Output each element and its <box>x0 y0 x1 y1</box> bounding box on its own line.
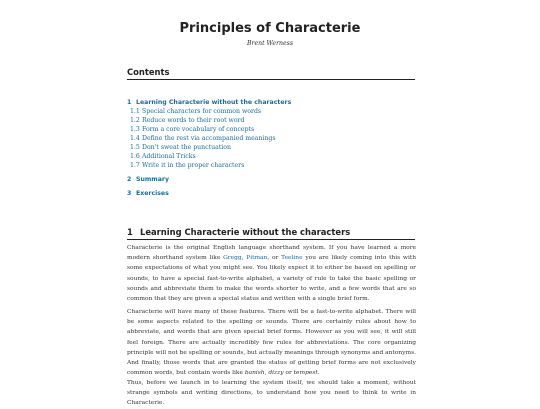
emphasis: will <box>164 309 176 315</box>
toc-link[interactable]: Reduce words to their root word <box>142 117 245 124</box>
toc-link[interactable]: Form a core vocabulary of concepts <box>142 126 255 133</box>
toc-link[interactable]: Define the rest via accompanied meanings <box>142 135 276 142</box>
table-of-contents <box>127 98 417 198</box>
toc-subsection-number: 1.3 <box>130 126 140 133</box>
toc-section-3[interactable] <box>127 189 417 198</box>
toc-section-2[interactable] <box>127 175 417 184</box>
toc-subsection-1-6[interactable] <box>127 152 417 161</box>
paragraph-text: , <box>241 255 247 262</box>
toc-link[interactable]: Exercises <box>136 190 169 197</box>
toc-link[interactable]: Summary <box>136 176 170 183</box>
paragraph-text: , <box>264 370 269 377</box>
emphasis: dizzy <box>268 370 284 377</box>
toc-subsection-1-7[interactable] <box>127 161 417 170</box>
toc-section-number: 3 <box>127 190 132 197</box>
gregg-link[interactable]: Gregg <box>223 255 242 262</box>
toc-section-number: 1 <box>127 99 132 106</box>
toc-link[interactable]: Special characters for common words <box>142 108 262 115</box>
toc-section-1[interactable] <box>127 98 417 107</box>
pitman-link[interactable]: Pitman <box>246 255 268 262</box>
toc-subsection-1-4[interactable] <box>127 134 417 143</box>
toc-subsection-number: 1.2 <box>130 117 140 124</box>
toc-link[interactable]: Additional Tricks <box>142 153 196 160</box>
emphasis: banish <box>244 370 265 377</box>
toc-section-number: 2 <box>127 176 132 183</box>
section-title: Learning Characterie without the characters <box>140 227 351 237</box>
toc-subsection-1-5[interactable] <box>127 143 417 152</box>
document-author: Brent Werness <box>246 40 294 47</box>
contents-heading: Contents <box>127 67 415 80</box>
paragraph-text: . <box>317 370 320 377</box>
toc-subsection-number: 1.6 <box>130 153 140 160</box>
document-title: Principles of Characterie <box>179 21 361 36</box>
paragraph-text: you are likely coming into this with some expectations of what you might see. You likely expect it to either be based on spelling or sounds, to have a special fast-to-write alphabet, a variety of rule to take the basic spelling or sounds and abbreviate them to make the words shorter to write, and a few words that are so common that they are given a special status and written with a single brief form. <box>127 255 416 303</box>
paragraph-text: or <box>283 370 294 377</box>
paragraph-text: have many of these features. There will be a fast-to-write alphabet. There will be some aspects related to the spelling or sounds. There are certainly rules about how to abbreviate, and words that are given special brief forms. However as you will see, it will still feel foreign. There are actually incredibly few rules for abbreviations. The core organizing principle will not be spelling or sounds, but actually meanings through synonyms and antonyms. And finally, those words that are granted the status of getting brief forms are not exclusively common words, but contain words like <box>127 309 416 377</box>
toc-subsection-number: 1.4 <box>130 135 140 142</box>
paragraph-text: Characterie is the original English language shorthand system. If you have learned a more modern shorthand system like <box>127 245 416 262</box>
toc-link[interactable]: Don't sweat the punctuation <box>142 144 231 151</box>
toc-subsection-1-3[interactable] <box>127 125 417 134</box>
paragraph-text: Characterie <box>127 309 165 315</box>
section-number: 1 <box>127 227 133 237</box>
toc-subsection-number: 1.5 <box>130 144 140 151</box>
paragraph-1 <box>127 243 416 304</box>
toc-link[interactable]: Learning Characterie without the characters <box>136 99 292 106</box>
toc-subsection-1-1[interactable] <box>127 107 417 116</box>
teeline-link[interactable]: Teeline <box>281 255 303 262</box>
paragraph-text: , or <box>267 255 282 262</box>
toc-subsection-number: 1.1 <box>130 108 140 115</box>
toc-subsection-1-2[interactable] <box>127 116 417 125</box>
paragraph-3: Thus, before we launch in to learning the system itself, we should take a moment, without strange symbols and writing directions, to understand how you need to think to write in Characterie. <box>127 380 416 407</box>
section-1-heading <box>127 227 415 240</box>
emphasis: tempest <box>293 370 318 377</box>
toc-link[interactable]: Write it in the proper characters <box>142 162 245 169</box>
toc-subsection-number: 1.7 <box>130 162 140 169</box>
paragraph-2 <box>127 307 416 378</box>
